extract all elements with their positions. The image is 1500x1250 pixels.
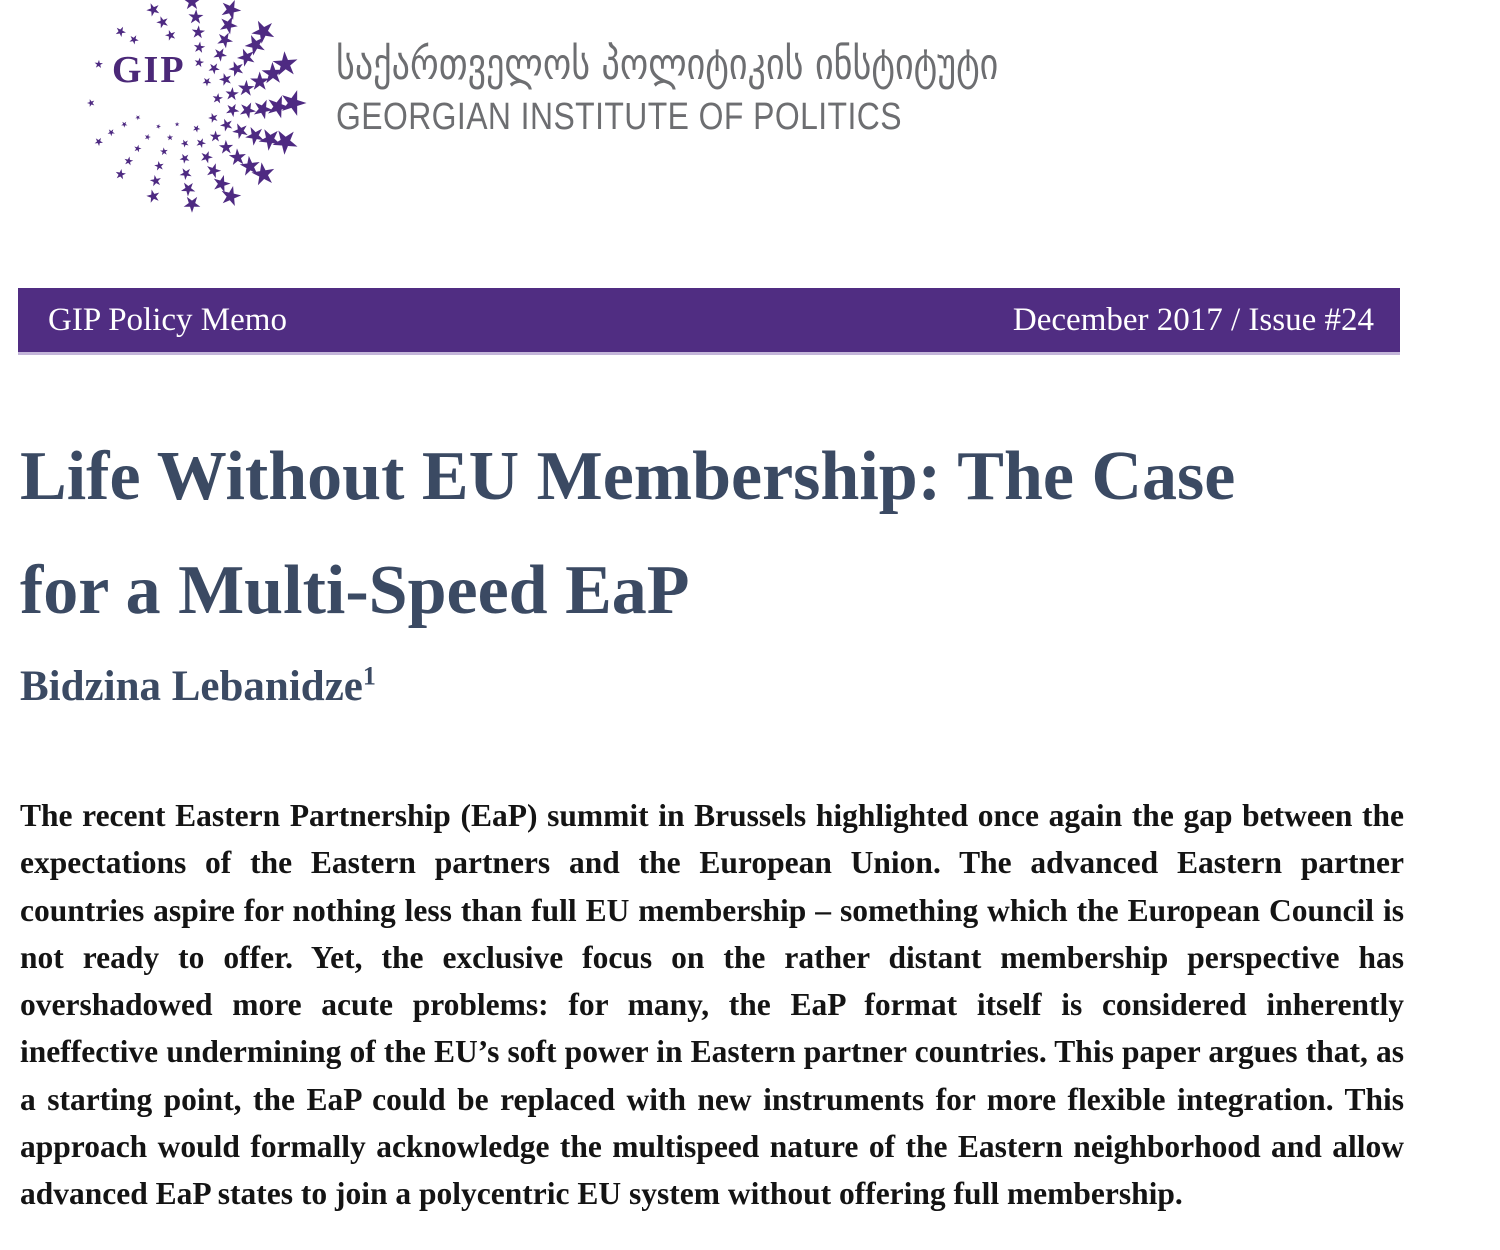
author-name: Bidzina Lebanidze (20, 663, 363, 710)
gip-logo (84, 0, 300, 210)
article-title-line2: for a Multi-Speed EaP (20, 552, 690, 629)
author-footnote-mark: 1 (362, 661, 376, 691)
gip-logo-text: GIP (112, 49, 186, 91)
article-abstract: The recent Eastern Partnership (EaP) summit in Brussels highlighted once again the gap between the expectations of the Eastern partners and the European Union. The advanced Eastern partner countries aspire for nothing less than full EU membership – something which the European Council is not ready to offer. Yet, the exclusive focus on the rather distant membership perspective has overshadowed more acute problems: for many, the EaP format itself is considered inherently ineffective undermining of the EU’s soft power in Eastern partner countries. This paper argues that, as a starting point, the EaP could be replaced with new instruments for more flexible integration. This approach would formally acknowledge the multispeed nature of the Eastern neighborhood and allow advanced EaP states to join a polycentric EU system without offering full membership. (20, 798, 1404, 1212)
organization-name-english: GEORGIAN INSTITUTE OF POLITICS (336, 96, 902, 138)
memo-issue-date-label: December 2017 / Issue #24 (1012, 301, 1374, 338)
gip-logo-star-globe-icon (84, 0, 300, 210)
memo-series-label: GIP Policy Memo (48, 301, 287, 338)
organization-names (336, 38, 1144, 140)
organization-name-georgian: საქართველოს პოლიტიკის ინსტიტუტი (336, 39, 999, 90)
article-title-line1: Life Without EU Membership: The Case (20, 438, 1236, 515)
article-author (20, 662, 376, 711)
memo-banner (18, 288, 1400, 352)
article-title (20, 420, 1420, 648)
